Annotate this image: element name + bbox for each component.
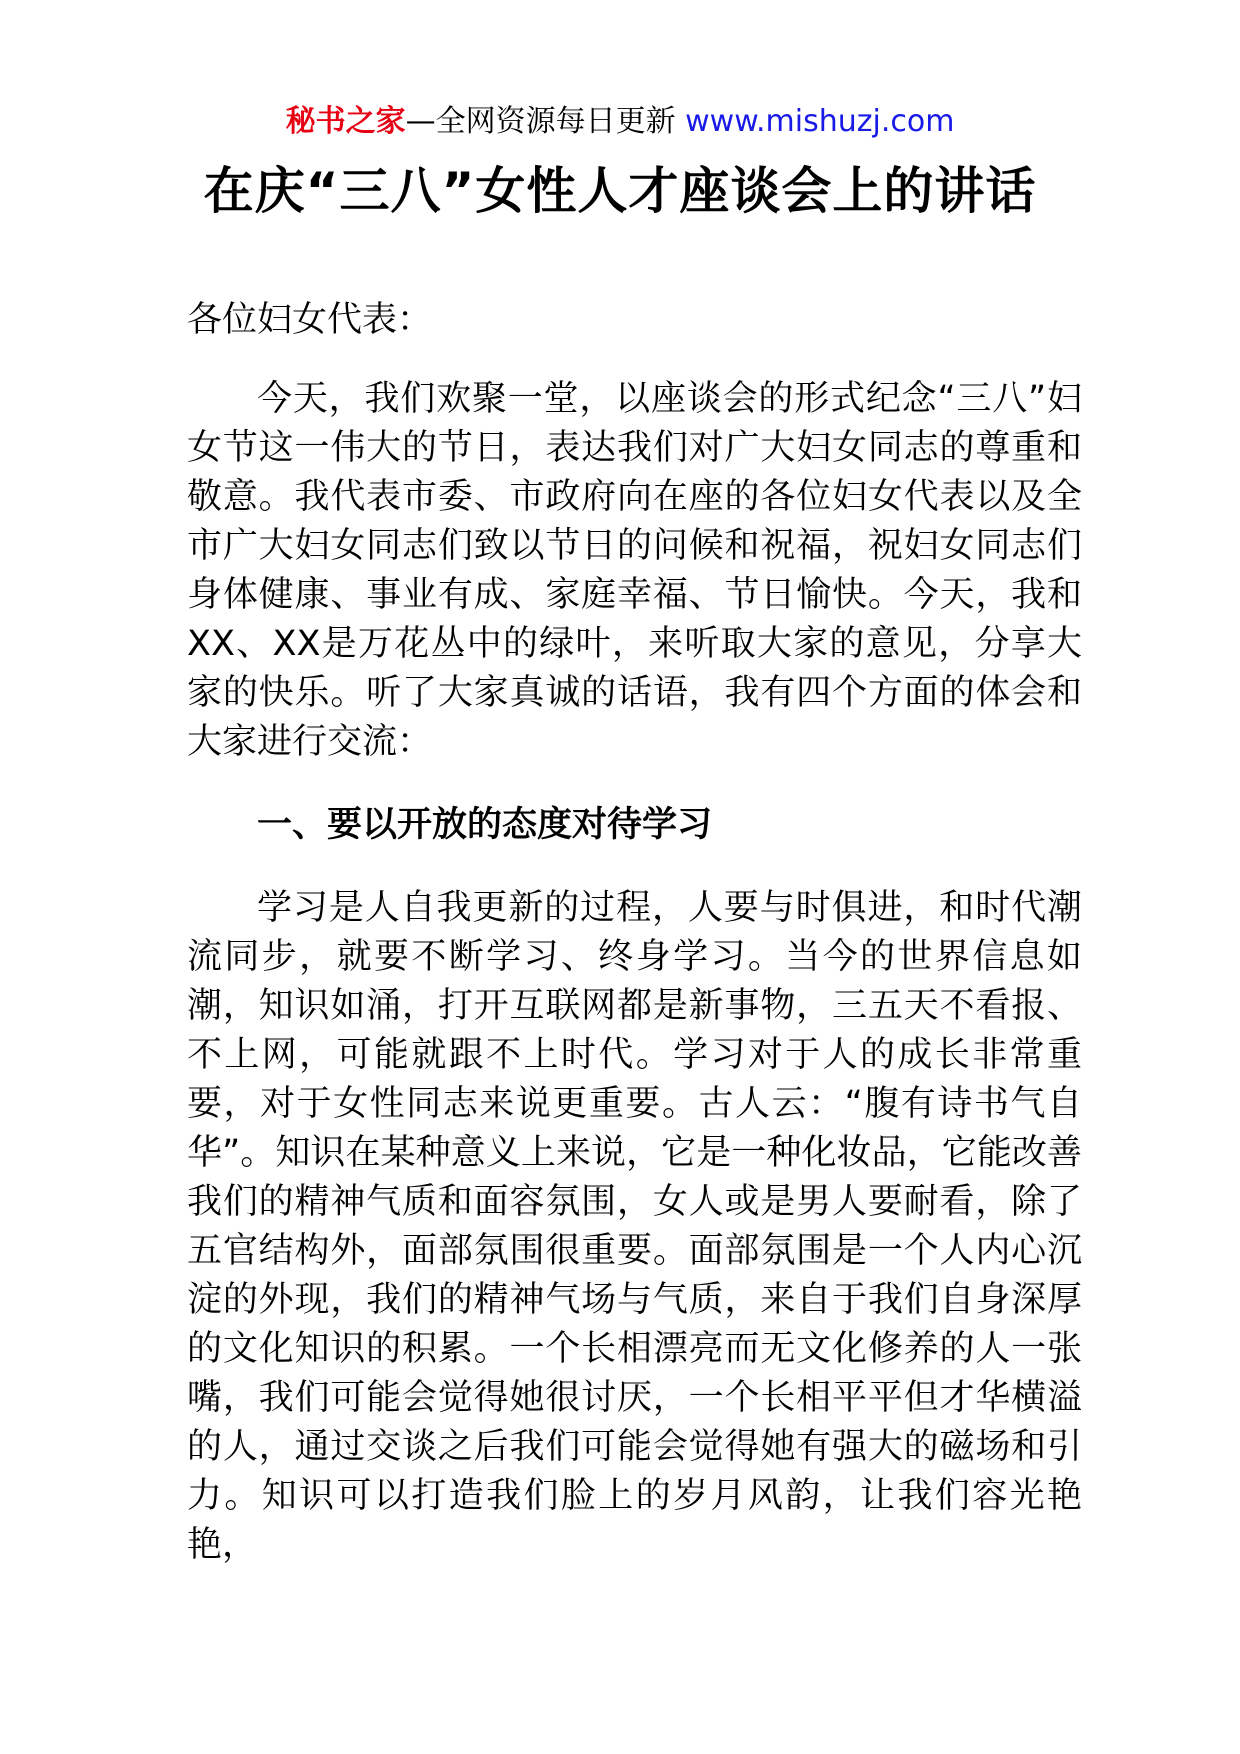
section-heading: 一、要以开放的态度对待学习 [257, 805, 713, 845]
brand-name: 秘书之家 [285, 104, 406, 139]
document-title: 在庆“三八”女性人才座谈会上的讲话 [203, 162, 1037, 220]
paragraph-intro: 今天，我们欢聚一堂，以座谈会的形式纪念“三八”妇女节这一伟大的节日，表达我们对广大妇女同志的尊重和敬意。我代表市委、市政府向在座的各位妇女代表以及全市广大妇女同志们致以节日的问候和祝福，祝妇女同志们身体健康、事业有成、家庭幸福、节日愉快。今天，我和XX、XX是万花丛中的绿叶，来听取大家的意见，分享大家的快乐。听了大家真诚的话语，我有四个方面的体会和大家进行交流： [187, 379, 1082, 762]
site-header [0, 102, 1240, 142]
salutation: 各位妇女代表： [187, 300, 433, 340]
site-url-link[interactable]: www.mishuzj.com [685, 104, 955, 139]
paragraph-learning: 学习是人自我更新的过程，人要与时俱进，和时代潮流同步，就要不断学习、终身学习。当今的世界信息如潮，知识如涌，打开互联网都是新事物，三五天不看报、不上网，可能就跟不上时代。学习对于人的成长非常重要，对于女性同志来说更重要。古人云：“腹有诗书气自华”。知识在某种意义上来说，它是一种化妆品，它能改善我们的精神气质和面容氛围，女人或是男人要耐看，除了五官结构外，面部氛围很重要。面部氛围是一个人内心沉淀的外现，我们的精神气场与气质，来自于我们自身深厚的文化知识的积累。一个长相漂亮而无文化修养的人一张嘴，我们可能会觉得她很讨厌，一个长相平平但才华横溢的人，通过交谈之后我们可能会觉得她有强大的磁场和引力。知识可以打造我们脸上的岁月风韵，让我们容光艳艳， [187, 888, 1082, 1565]
site-tagline: —全网资源每日更新 [405, 104, 676, 139]
document-body [187, 296, 1082, 1570]
